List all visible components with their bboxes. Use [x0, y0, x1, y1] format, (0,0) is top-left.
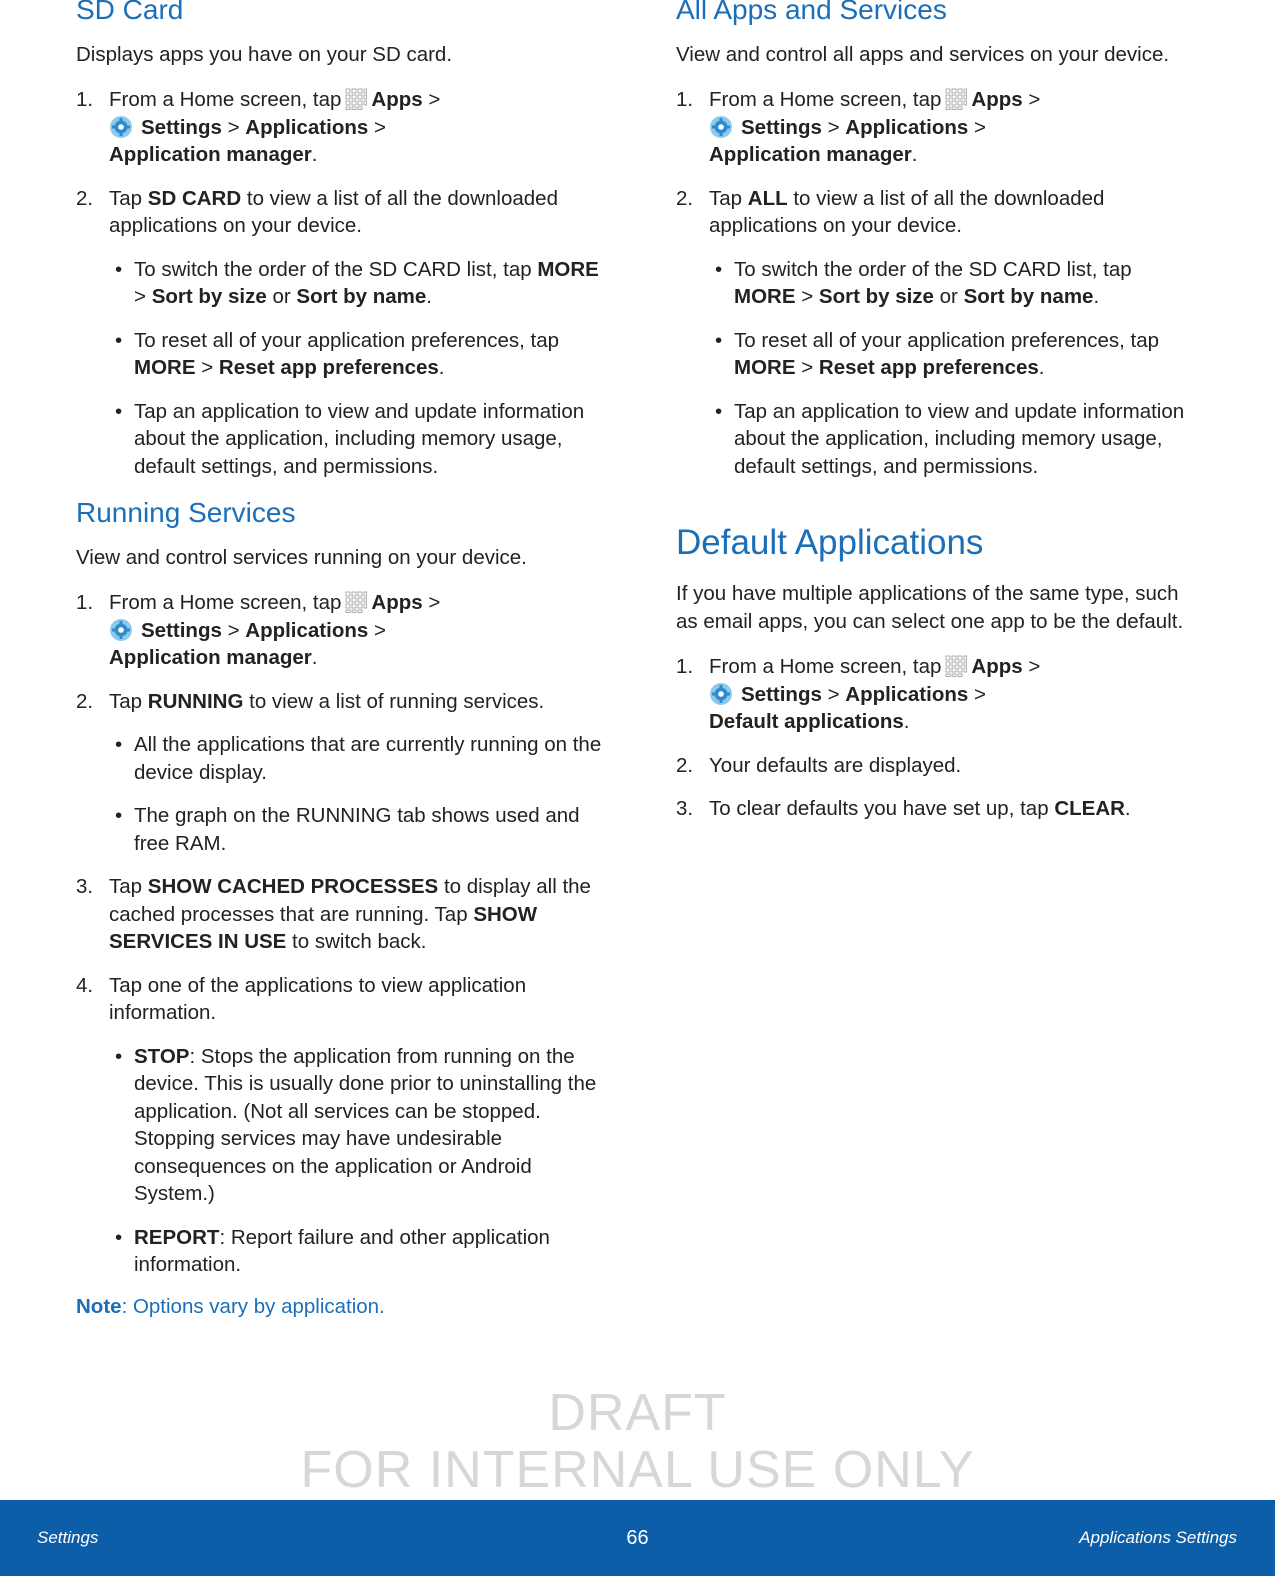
separator: > — [428, 88, 441, 112]
sd-card-heading: SD Card — [76, 0, 184, 25]
bullet-stop — [109, 1043, 606, 1208]
draft-watermark-line-2: FOR INTERNAL USE ONLY — [300, 1441, 975, 1499]
more-label: MORE — [734, 285, 796, 309]
apps-label: Apps — [371, 88, 423, 112]
bullet-text: : Report failure and other application information. — [134, 1225, 550, 1277]
all-key: ALL — [747, 186, 788, 210]
period: . — [1038, 356, 1045, 380]
separator: > — [134, 285, 146, 309]
settings-label: Settings — [741, 682, 822, 706]
running-step-3 — [76, 873, 606, 956]
step-text: Tap — [109, 186, 143, 210]
running-step-2-bullets — [109, 731, 606, 857]
period: . — [311, 143, 318, 167]
separator: > — [973, 682, 986, 706]
separator: > — [801, 285, 814, 309]
step-text: to view a list of running services. — [249, 689, 545, 713]
sort-by-size-label: Sort by size — [818, 285, 934, 309]
settings-label: Settings — [141, 115, 222, 139]
applications-label: Applications — [245, 115, 369, 139]
step-text: to view a list of all the downloaded applications on your device. — [709, 186, 1105, 238]
step-text: Your defaults are displayed. — [709, 753, 962, 777]
bullet-text: or — [939, 285, 958, 309]
step-text: To clear defaults you have set up, tap — [709, 797, 1049, 821]
default-step-2 — [676, 752, 1196, 780]
reset-app-preferences-label: Reset app preferences — [218, 356, 439, 380]
period: . — [438, 356, 445, 380]
settings-gear-icon — [109, 115, 133, 139]
period: . — [426, 285, 432, 309]
step-number: 1. — [76, 88, 94, 112]
running-services-steps — [76, 589, 606, 1279]
bullet-sort — [709, 256, 1196, 311]
running-step-4 — [76, 972, 606, 1279]
all-apps-heading: All Apps and Services — [676, 0, 947, 25]
bullet-sort — [109, 256, 606, 311]
bullet-text: To reset all of your application preferences, tap — [134, 328, 560, 352]
period: . — [1124, 797, 1131, 821]
application-manager-label: Application manager — [709, 143, 912, 167]
note — [76, 1293, 606, 1321]
settings-gear-icon — [109, 618, 133, 642]
draft-watermark-line-1: DRAFT — [548, 1384, 727, 1442]
bullet-text: : Stops the application from running on the device. This is usually done prior to uninstalling the application. (Not all services can be stopped. Stopping services may have undesirable consequences on the application or Android System.) — [134, 1044, 597, 1206]
note-label: Note — [76, 1294, 122, 1318]
step-text: to view a list of all the downloaded applications on your device. — [109, 186, 558, 238]
step-text: From a Home screen, tap — [709, 88, 942, 112]
separator: > — [373, 115, 386, 139]
separator: > — [428, 591, 441, 615]
separator: > — [801, 356, 814, 380]
apps-grid-icon — [345, 591, 367, 613]
apps-grid-icon — [345, 88, 367, 110]
running-step-1 — [76, 589, 606, 672]
more-label: MORE — [734, 356, 796, 380]
step-number: 1. — [676, 88, 694, 112]
default-applications-heading: Default Applications — [676, 523, 984, 563]
settings-gear-icon — [709, 115, 733, 139]
sd-card-steps — [76, 86, 606, 480]
bullet-running-apps: • All the applications that are currently running on the device display. — [109, 731, 606, 786]
default-step-3 — [676, 795, 1196, 823]
all-apps-step-2 — [676, 185, 1196, 481]
reset-app-preferences-label: Reset app preferences — [818, 356, 1039, 380]
step-text: Tap one of the applications to view application information. — [109, 973, 527, 1025]
clear-key: CLEAR — [1054, 797, 1125, 821]
bullet-view-info: • Tap an application to view and update information about the application, including memory usage, default settings, and permissions. — [109, 398, 606, 481]
settings-label: Settings — [741, 115, 822, 139]
step-number: 3. — [76, 875, 94, 899]
default-step-1 — [676, 653, 1196, 736]
all-apps-bullets — [709, 256, 1196, 481]
show-services-in-use-key: SHOW SERVICES IN USE — [109, 902, 538, 954]
bullet-reset — [109, 327, 606, 382]
apps-grid-icon — [945, 655, 967, 677]
sort-by-name-label: Sort by name — [296, 285, 427, 309]
sort-by-size-label: Sort by size — [151, 285, 267, 309]
bullet-text: To switch the order of the SD CARD list, tap — [134, 257, 532, 281]
separator: > — [1028, 88, 1041, 112]
step-number: 2. — [76, 186, 94, 210]
show-cached-processes-key: SHOW CACHED PROCESSES — [147, 875, 439, 899]
apps-grid-icon — [945, 88, 967, 110]
note-text: : Options vary by application. — [121, 1294, 385, 1318]
sd-card-section — [76, 0, 606, 480]
step-number: 1. — [676, 655, 694, 679]
running-step-4-bullets — [109, 1043, 606, 1279]
more-label: MORE — [537, 257, 599, 281]
period: . — [911, 143, 918, 167]
bullet-reset — [709, 327, 1196, 382]
footer-chapter: Settings — [37, 1528, 99, 1547]
running-services-heading: Running Services — [76, 497, 296, 529]
step-number: 2. — [676, 186, 694, 210]
application-manager-label: Application manager — [109, 143, 312, 167]
running-services-intro: View and control services running on your device. — [76, 545, 527, 569]
running-services-section — [76, 496, 606, 1320]
separator: > — [373, 618, 386, 642]
step-text: Tap — [109, 875, 143, 899]
step-number: 2. — [76, 689, 94, 713]
sd-card-intro: Displays apps you have on your SD card. — [76, 42, 453, 66]
separator: > — [827, 682, 840, 706]
period: . — [1093, 285, 1100, 309]
default-applications-steps — [676, 653, 1196, 823]
bullet-ram-graph: • The graph on the RUNNING tab shows used and free RAM. — [109, 802, 606, 857]
step-number: 3. — [676, 797, 694, 821]
step-number: 1. — [76, 591, 94, 615]
separator: > — [1028, 655, 1041, 679]
bullet-text: To reset all of your application preferences, tap — [734, 328, 1160, 352]
period: . — [903, 710, 910, 734]
report-key: REPORT — [134, 1225, 220, 1249]
applications-label: Applications — [845, 682, 969, 706]
step-number: 4. — [76, 973, 94, 997]
sd-card-key: SD CARD — [147, 186, 242, 210]
sort-by-name-label: Sort by name — [963, 285, 1094, 309]
footer-section: Applications Settings — [1079, 1528, 1237, 1547]
page-footer — [0, 1500, 1275, 1576]
right-column — [676, 0, 1196, 839]
sd-card-bullets — [109, 256, 606, 481]
more-label: MORE — [134, 356, 196, 380]
step-text: From a Home screen, tap — [109, 591, 342, 615]
step-text: Tap — [709, 186, 743, 210]
bullet-text: or — [272, 285, 291, 309]
step-text: From a Home screen, tap — [109, 88, 342, 112]
page-number: 66 — [626, 1527, 649, 1549]
default-applications-intro: If you have multiple applications of the same type, such as email apps, you can select one app to be the default. — [676, 582, 1184, 633]
step-text: From a Home screen, tap — [709, 655, 942, 679]
separator: > — [827, 115, 840, 139]
bullet-text: To switch the order of the SD CARD list, tap — [734, 257, 1132, 281]
default-applications-label: Default applications — [709, 710, 904, 734]
all-apps-step-1 — [676, 86, 1196, 169]
separator: > — [201, 356, 214, 380]
stop-key: STOP — [134, 1044, 190, 1068]
bullet-view-info: • Tap an application to view and update information about the application, including memory usage, default settings, and permissions. — [709, 398, 1196, 481]
left-column — [76, 0, 606, 1320]
separator: > — [227, 115, 240, 139]
running-key: RUNNING — [147, 689, 244, 713]
step-text: to display all the cached processes that are running. Tap — [109, 875, 591, 926]
period: . — [311, 646, 318, 670]
sd-card-step-1 — [76, 86, 606, 169]
step-text: to switch back. — [292, 930, 427, 954]
all-apps-steps — [676, 86, 1196, 480]
default-applications-section — [676, 522, 1196, 823]
separator: > — [227, 618, 240, 642]
bullet-report — [109, 1224, 606, 1279]
all-apps-section — [676, 0, 1196, 480]
sd-card-step-2 — [76, 185, 606, 481]
apps-label: Apps — [971, 655, 1023, 679]
settings-gear-icon — [709, 682, 733, 706]
settings-label: Settings — [141, 618, 222, 642]
apps-label: Apps — [371, 591, 423, 615]
applications-label: Applications — [245, 618, 369, 642]
separator: > — [973, 115, 986, 139]
step-number: 2. — [676, 753, 694, 777]
application-manager-label: Application manager — [109, 646, 312, 670]
all-apps-intro: View and control all apps and services on your device. — [676, 42, 1170, 66]
step-text: Tap — [109, 689, 143, 713]
running-step-2 — [76, 688, 606, 858]
apps-label: Apps — [971, 88, 1023, 112]
applications-label: Applications — [845, 115, 969, 139]
